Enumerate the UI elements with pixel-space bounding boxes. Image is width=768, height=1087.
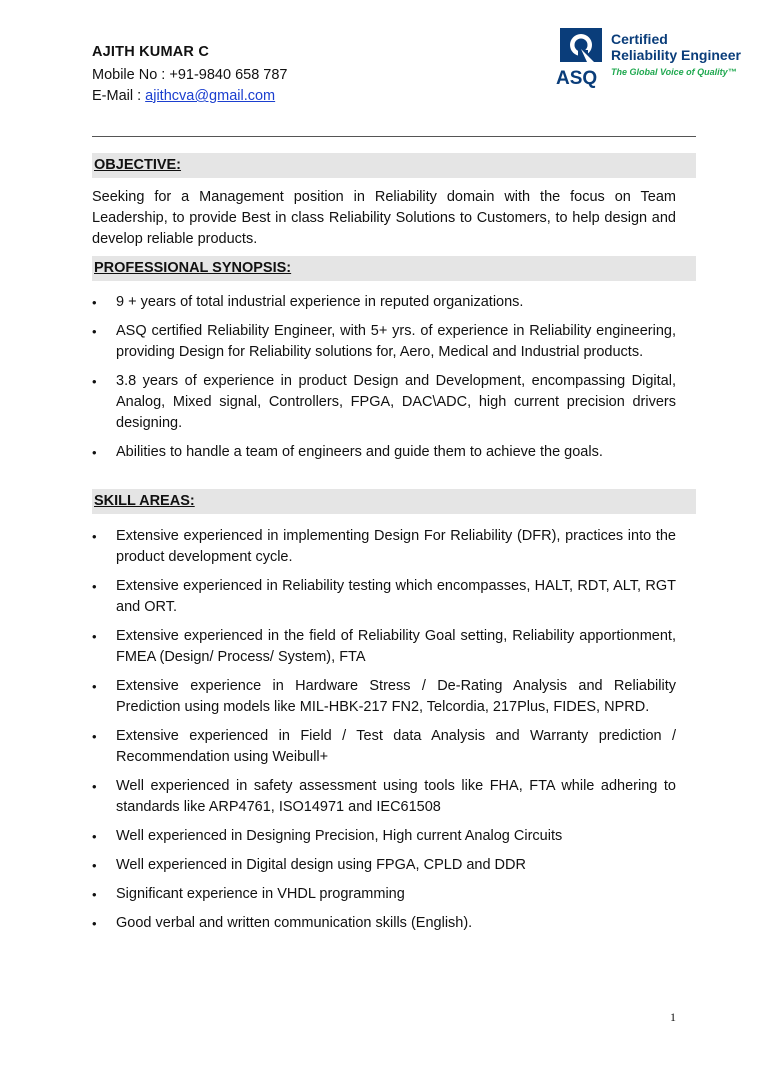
list-item: • Extensive experienced in Field / Test data Analysis and Warranty prediction / Recommendation using Weibull+ (92, 726, 676, 768)
list-item: • 9 + years of total industrial experience in reputed organizations. (92, 292, 676, 313)
skills-heading: SKILL AREAS: (92, 489, 696, 514)
skills-list (92, 526, 676, 942)
synopsis-heading: PROFESSIONAL SYNOPSIS: (92, 256, 696, 281)
objective-text: Seeking for a Management position in Reliability domain with the focus on Team Leadership, to provide Best in class Reliability Solutions to Customers, to help design and develop reliable products. (92, 189, 676, 247)
list-item: • 3.8 years of experience in product Design and Development, encompassing Digital, Analog, Mixed signal, Controllers, FPGA, DAC\ADC, high current precision drivers designing. (92, 371, 676, 434)
asq-mark-icon (554, 28, 610, 90)
email-label: E-Mail : (92, 88, 146, 104)
list-item: • Extensive experience in Hardware Stress / De-Rating Analysis and Reliability Prediction using models like MIL-HBK-217 FN2, Telcordia, 217Plus, FIDES, NPRD. (92, 676, 676, 718)
list-item: • Extensive experienced in implementing Design For Reliability (DFR), practices into the product development cycle. (92, 526, 676, 568)
logo-certified: Certified (611, 31, 668, 47)
objective-heading: OBJECTIVE: (92, 153, 696, 178)
logo-tagline: The Global Voice of Quality™ (611, 67, 737, 77)
page-number: 1 (670, 1010, 676, 1024)
email-link[interactable]: ajithcva@gmail.com (145, 88, 276, 104)
list-item: • Extensive experienced in the field of Reliability Goal setting, Reliability apportionment, FMEA (Design/ Process/ System), FTA (92, 626, 676, 668)
header-divider (92, 136, 696, 137)
list-item: • Well experienced in safety assessment using tools like FHA, FTA while adhering to standards like ARP4761, ISO14971 and IEC61508 (92, 776, 676, 818)
email-line (92, 88, 275, 104)
list-item: • ASQ certified Reliability Engineer, with 5+ yrs. of experience in Reliability engineering, providing Design for Reliability solutions for, Aero, Medical and Industrial products. (92, 321, 676, 363)
list-item: • Significant experience in VHDL programming (92, 884, 676, 905)
list-item: • Abilities to handle a team of engineers and guide them to achieve the goals. (92, 442, 676, 463)
list-item: • Well experienced in Digital design using FPGA, CPLD and DDR (92, 855, 676, 876)
asq-mark-text: ASQ (556, 68, 598, 89)
list-item: • Good verbal and written communication skills (English). (92, 913, 676, 934)
logo-reliability-engineer: Reliability Engineer (611, 47, 741, 63)
synopsis-list (92, 292, 676, 471)
candidate-name: AJITH KUMAR C (92, 44, 209, 60)
logo-text (611, 31, 741, 79)
contact-header (92, 31, 741, 124)
asq-certification-logo (554, 28, 754, 94)
list-item: • Well experienced in Designing Precision, High current Analog Circuits (92, 826, 676, 847)
mobile-number: Mobile No : +91-9840 658 787 (92, 67, 288, 83)
list-item: • Extensive experienced in Reliability testing which encompasses, HALT, RDT, ALT, RGT and ORT. (92, 576, 676, 618)
